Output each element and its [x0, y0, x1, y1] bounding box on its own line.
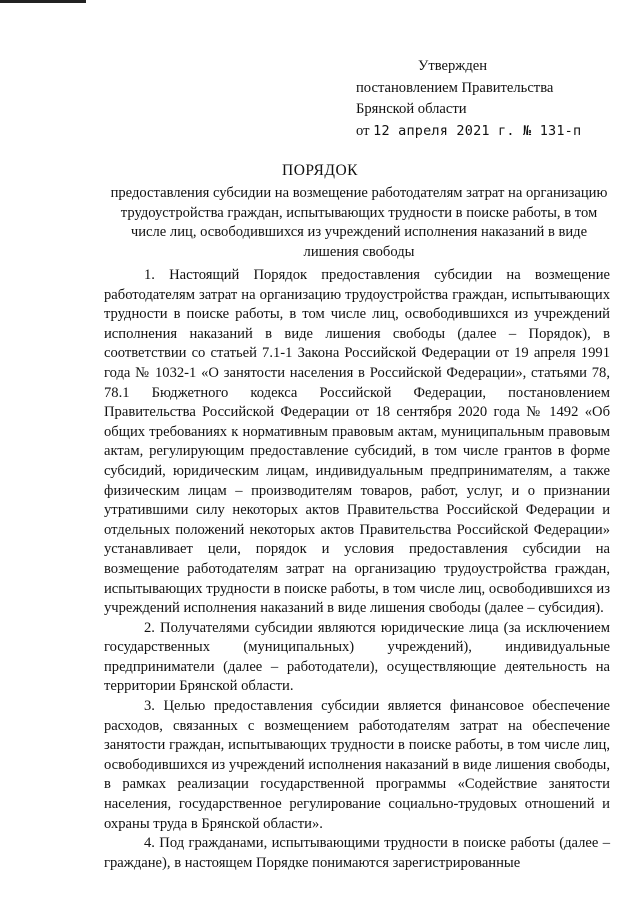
paragraph-4: 4. Под гражданами, испытывающими трудности в поиске работы (далее – граждане), в настоящем Порядке понимаются зарегистрированные	[104, 835, 610, 871]
approval-line-resolution: постановлением Правительства	[356, 79, 554, 96]
approval-date-value: 12 апреля 2021 г. № 131-п	[373, 122, 582, 139]
approval-line-region: Брянской области	[356, 101, 467, 117]
approval-date-prefix: от	[356, 122, 370, 139]
document-body	[104, 266, 610, 873]
paragraph-1: 1. Настоящий Порядок предоставления субсидии на возмещение работодателям затрат на организацию трудоустройства граждан, испытывающих трудности в поиске работы, в том числе лиц, освободившихся из учреждений исполнения наказаний в виде лишения свободы (далее – Порядок), в соответствии со статьей 7.1-1 Закона Российской Федерации от 19 апреля 1991 года № 1032-1 «О занятости населения в Российской Федерации», статьями 78, 78.1 Бюджетного кодекса Российской Федерации, постановлением Правительства Российской Федерации от 18 сентября 2020 года № 1492 «Об общих требованиях к нормативным правовым актам, муниципальным правовым актам, регулирующим предоставление субсидий, в том числе грантов в форме субсидий, юридическим лицам, индивидуальным предпринимателям, а также физическим лицам – производителям товаров, работ, услуг, и о признании утратившими силу некоторых актов Правительства Российской Федерации и отдельных положений некоторых актов Правительства Российской Федерации» устанавливает цели, порядок и условия предоставления субсидии на возмещение работодателям затрат на организацию трудоустройства граждан, испытывающих трудности в поиске работы, в том числе лиц, освободившихся из учреждений исполнения наказаний в виде лишения свободы (далее – субсидия).	[104, 267, 610, 617]
paragraph-3: 3. Целью предоставления субсидии является финансовое обеспечение расходов, связанных с возмещением работодателям затрат на обеспечение занятости граждан, испытывающих трудности в поиске работы, в том числе лиц, освободившихся из учреждений исполнения наказаний в виде лишения свободы, в рамках реализации государственной программы «Содействие занятости населения, государственное регулирование социально-трудовых отношений и охраны труда в Брянской области».	[104, 698, 610, 832]
approval-line-date	[356, 121, 626, 143]
document-subtitle: предоставления субсидии на возмещение работодателям затрат на организацию трудоустройства граждан, испытывающих трудности в поиске работы, в том числе лиц, освободившихся из учреждений исполнения наказаний в виде лишения свободы	[110, 185, 608, 260]
document-title: ПОРЯДОК	[282, 162, 358, 179]
paragraph-2: 2. Получателями субсидии являются юридические лица (за исключением государственных (муниципальных) учреждений), индивидуальные предприниматели (далее – работодатели), осуществляющие деятельность на территории Брянской области.	[104, 619, 610, 695]
top-edge-line	[0, 0, 86, 3]
approval-stamp-block	[356, 56, 626, 142]
approval-line-approved: Утвержден	[418, 58, 488, 74]
